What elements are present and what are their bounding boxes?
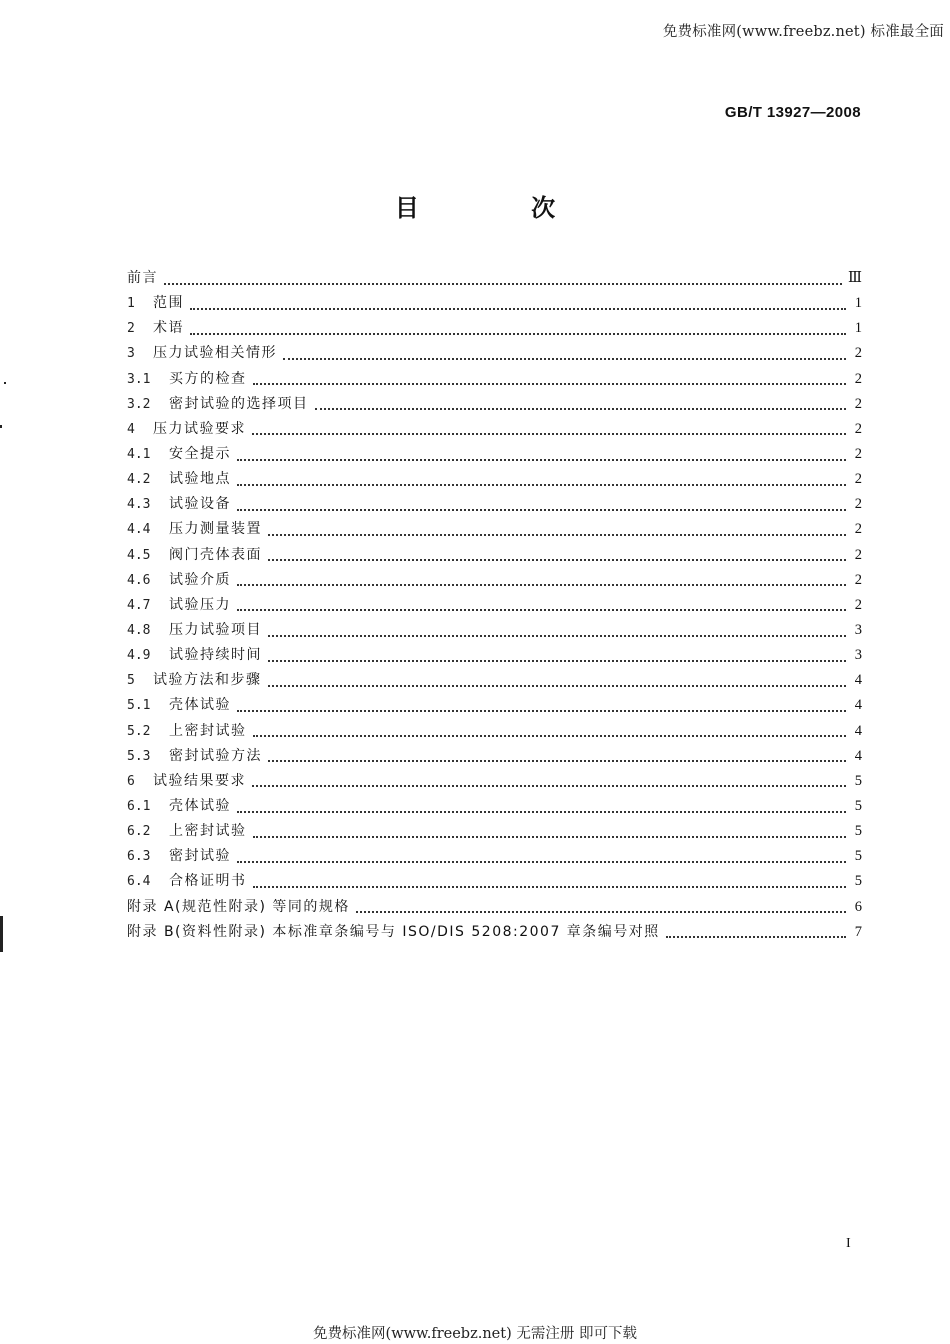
toc-leader-dots bbox=[253, 886, 847, 888]
toc-leader-dots bbox=[356, 911, 846, 913]
toc-leader-dots bbox=[190, 308, 846, 310]
toc-entry[interactable] bbox=[127, 543, 862, 568]
toc-entry-number: 4.9 bbox=[127, 648, 151, 664]
toc-entry-number: 4 bbox=[127, 421, 135, 437]
toc-entry-number: 5.2 bbox=[127, 723, 151, 739]
toc-entry[interactable] bbox=[127, 643, 862, 668]
toc-entry-label: 上密封试验 bbox=[169, 823, 247, 840]
toc-entry[interactable] bbox=[127, 668, 862, 693]
toc-entry-label: 试验方法和步骤 bbox=[153, 672, 262, 689]
toc-entry-page: 5 bbox=[854, 772, 862, 789]
toc-entry-label: 范围 bbox=[153, 295, 184, 312]
toc-entry-label: 合格证明书 bbox=[169, 873, 247, 890]
toc-leader-dots bbox=[237, 509, 846, 511]
toc-entry-label: 试验设备 bbox=[169, 496, 231, 513]
toc-entry-label: 上密封试验 bbox=[169, 722, 247, 739]
toc-entry-number: 3 bbox=[127, 346, 135, 362]
toc-entry-number: 1 bbox=[127, 296, 135, 312]
toc-entry[interactable] bbox=[127, 769, 862, 794]
toc-leader-dots bbox=[237, 861, 846, 863]
toc-entry[interactable] bbox=[127, 920, 862, 945]
toc-leader-dots bbox=[237, 811, 846, 813]
toc-entry-page: 2 bbox=[854, 596, 862, 613]
toc-entry[interactable] bbox=[127, 693, 862, 718]
toc-entry-page: 2 bbox=[854, 546, 862, 563]
toc-entry-number: 4.5 bbox=[127, 547, 151, 563]
toc-leader-dots bbox=[268, 635, 846, 637]
scan-artifact bbox=[4, 382, 6, 384]
toc-entry-page: 2 bbox=[854, 571, 862, 588]
toc-entry[interactable] bbox=[127, 341, 862, 366]
toc-entry-number: 4.6 bbox=[127, 572, 151, 588]
toc-entry-page: 4 bbox=[854, 747, 862, 764]
toc-leader-dots bbox=[237, 584, 846, 586]
toc-entry-page: 5 bbox=[854, 848, 862, 865]
toc-entry-number: 3.1 bbox=[127, 371, 151, 387]
toc-entry-page: 2 bbox=[854, 521, 862, 538]
toc-leader-dots bbox=[268, 534, 846, 536]
toc-entry-label: 术语 bbox=[153, 320, 184, 337]
toc-leader-dots bbox=[268, 559, 846, 561]
toc-entry-label: 密封试验的选择项目 bbox=[169, 395, 309, 412]
scan-artifact bbox=[0, 916, 3, 952]
toc-entry-page: 2 bbox=[854, 345, 862, 362]
toc-entry-page: 1 bbox=[854, 320, 862, 337]
toc-entry-label: 压力试验项目 bbox=[169, 621, 262, 638]
toc-entry[interactable] bbox=[127, 819, 862, 844]
toc-leader-dots bbox=[315, 408, 847, 410]
toc-leader-dots bbox=[164, 283, 842, 285]
toc-entry[interactable] bbox=[127, 367, 862, 392]
toc-entry-number: 5 bbox=[127, 673, 135, 689]
toc-entry[interactable] bbox=[127, 895, 862, 920]
toc-entry-page: 2 bbox=[854, 420, 862, 437]
toc-leader-dots bbox=[252, 433, 846, 435]
toc-leader-dots bbox=[666, 936, 846, 938]
watermark-top: 免费标准网(www.freebz.net) 标准最全面 bbox=[662, 24, 944, 40]
toc-leader-dots bbox=[253, 836, 847, 838]
toc-entry-number: 5.3 bbox=[127, 748, 151, 764]
toc-entry[interactable] bbox=[127, 794, 862, 819]
toc-entry-number: 6.2 bbox=[127, 824, 151, 840]
toc-entry[interactable] bbox=[127, 744, 862, 769]
toc-entry-label: 安全提示 bbox=[169, 445, 231, 462]
toc-entry[interactable] bbox=[127, 291, 862, 316]
toc-entry-page: 3 bbox=[854, 621, 862, 638]
toc-leader-dots bbox=[253, 735, 847, 737]
toc-entry[interactable] bbox=[127, 869, 862, 894]
toc-entry-page: 6 bbox=[854, 898, 862, 915]
toc-entry-number: 4.3 bbox=[127, 497, 151, 513]
toc-entry-number: 4.1 bbox=[127, 446, 151, 462]
toc-entry-label: 试验持续时间 bbox=[169, 647, 262, 664]
toc-entry-page: 2 bbox=[854, 445, 862, 462]
toc-entry-page: 5 bbox=[854, 797, 862, 814]
toc-entry-label: 壳体试验 bbox=[169, 797, 231, 814]
toc-entry-number: 4.4 bbox=[127, 522, 151, 538]
toc-leader-dots bbox=[268, 685, 847, 687]
toc-entry-label: 前言 bbox=[127, 270, 158, 286]
toc-entry-label: 阀门壳体表面 bbox=[169, 546, 262, 563]
toc-entry[interactable] bbox=[127, 266, 862, 291]
toc-entry-number: 4.7 bbox=[127, 597, 151, 613]
toc-leader-dots bbox=[237, 459, 846, 461]
toc-leader-dots bbox=[253, 383, 847, 385]
toc-entry[interactable] bbox=[127, 417, 862, 442]
toc-entry-page: 1 bbox=[854, 295, 862, 312]
toc-entry-page: 3 bbox=[854, 647, 862, 664]
toc-entry-page: 4 bbox=[854, 697, 862, 714]
toc-entry-label: 压力测量装置 bbox=[169, 521, 262, 538]
toc-leader-dots bbox=[283, 358, 846, 360]
toc-leader-dots bbox=[268, 760, 846, 762]
toc-entry[interactable] bbox=[127, 467, 862, 492]
toc-entry-page: 5 bbox=[854, 823, 862, 840]
toc-entry-number: 3.2 bbox=[127, 396, 151, 412]
watermark-bottom: 免费标准网(www.freebz.net) 无需注册 即可下载 bbox=[313, 1326, 637, 1342]
toc-title: 目 次 bbox=[394, 194, 608, 222]
scan-artifact bbox=[0, 425, 2, 428]
toc-entry[interactable] bbox=[127, 442, 862, 467]
toc-entry[interactable] bbox=[127, 618, 862, 643]
toc-leader-dots bbox=[237, 484, 846, 486]
toc-entry-page: 5 bbox=[854, 873, 862, 890]
toc-entry-number: 6.3 bbox=[127, 849, 151, 865]
toc-entry-label: 试验压力 bbox=[169, 596, 231, 613]
toc-entry-page: 2 bbox=[854, 370, 862, 387]
toc-entry-number: 5.1 bbox=[127, 698, 151, 714]
toc-entry-label: 买方的检查 bbox=[169, 370, 247, 387]
page-number: I bbox=[846, 1236, 851, 1251]
toc-leader-dots bbox=[190, 333, 846, 335]
toc-entry[interactable] bbox=[127, 593, 862, 618]
toc-entry-label: 试验地点 bbox=[169, 471, 231, 488]
toc-entry-number: 4.8 bbox=[127, 622, 151, 638]
toc-entry-label: 附录 A(规范性附录) 等同的规格 bbox=[127, 898, 350, 915]
toc-entry-label: 压力试验要求 bbox=[153, 420, 246, 437]
toc-leader-dots bbox=[237, 710, 846, 712]
toc-leader-dots bbox=[237, 609, 846, 611]
toc-entry-label: 试验结果要求 bbox=[153, 772, 246, 789]
toc-entry-page: 2 bbox=[854, 496, 862, 513]
toc-entry[interactable] bbox=[127, 719, 862, 744]
toc-entry-page: 4 bbox=[854, 672, 862, 689]
toc-entry-label: 密封试验 bbox=[169, 848, 231, 865]
toc-leader-dots bbox=[252, 785, 846, 787]
toc-entry-label: 附录 B(资料性附录) 本标准章条编号与 ISO/DIS 5208:2007 章条编号对照 bbox=[127, 923, 660, 940]
toc-entry-page: Ⅲ bbox=[848, 270, 862, 286]
toc-entry-label: 壳体试验 bbox=[169, 697, 231, 714]
toc-entry[interactable] bbox=[127, 316, 862, 341]
toc-entry-label: 试验介质 bbox=[169, 571, 231, 588]
toc-entry-page: 2 bbox=[854, 471, 862, 488]
toc-entry[interactable] bbox=[127, 392, 862, 417]
toc-entry-label: 密封试验方法 bbox=[169, 747, 262, 764]
toc-entry-page: 4 bbox=[854, 722, 862, 739]
toc-entry[interactable] bbox=[127, 492, 862, 517]
toc-entry-label: 压力试验相关情形 bbox=[153, 345, 277, 362]
table-of-contents bbox=[127, 266, 862, 945]
toc-leader-dots bbox=[268, 660, 846, 662]
toc-entry-page: 7 bbox=[854, 923, 862, 940]
toc-entry-number: 6.4 bbox=[127, 874, 151, 890]
toc-entry-number: 6 bbox=[127, 773, 135, 789]
toc-entry[interactable] bbox=[127, 844, 862, 869]
toc-entry-number: 6.1 bbox=[127, 798, 151, 814]
toc-entry[interactable] bbox=[127, 568, 862, 593]
toc-entry-number: 2 bbox=[127, 321, 135, 337]
toc-entry[interactable] bbox=[127, 517, 862, 542]
toc-entry-number: 4.2 bbox=[127, 472, 151, 488]
toc-entry-page: 2 bbox=[854, 395, 862, 412]
standard-code: GB/T 13927—2008 bbox=[724, 104, 861, 121]
